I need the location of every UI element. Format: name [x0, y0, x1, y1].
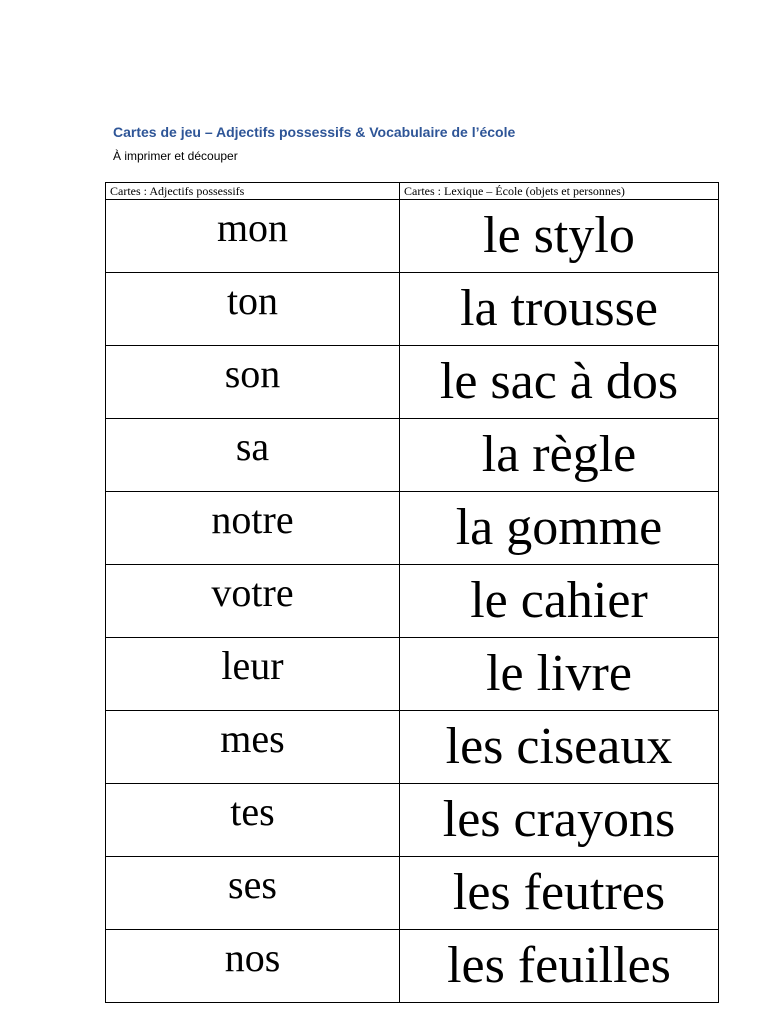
noun-card: le sac à dos [400, 346, 719, 419]
noun-card: la trousse [400, 273, 719, 346]
adjective-card: mes [106, 711, 400, 784]
table-row [106, 857, 719, 930]
table-row [106, 930, 719, 1003]
noun-card: les crayons [400, 784, 719, 857]
adjective-card: leur [106, 638, 400, 711]
table-row [106, 273, 719, 346]
adjective-card: votre [106, 565, 400, 638]
table-row [106, 200, 719, 273]
adjective-card: son [106, 346, 400, 419]
table-row [106, 419, 719, 492]
header-row [106, 183, 719, 200]
document-title: Cartes de jeu – Adjectifs possessifs & Vocabulaire de l’école [113, 124, 516, 140]
noun-card: le cahier [400, 565, 719, 638]
adjective-card: ton [106, 273, 400, 346]
column-header-adjectives: Cartes : Adjectifs possessifs [106, 183, 400, 200]
noun-card: les ciseaux [400, 711, 719, 784]
noun-card: la règle [400, 419, 719, 492]
noun-card: la gomme [400, 492, 719, 565]
noun-card: les feutres [400, 857, 719, 930]
column-header-lexicon: Cartes : Lexique – École (objets et personnes) [400, 183, 719, 200]
noun-card: les feuilles [400, 930, 719, 1003]
cards-table [105, 182, 719, 1003]
table-row [106, 492, 719, 565]
table-row [106, 346, 719, 419]
noun-card: le stylo [400, 200, 719, 273]
table-row [106, 711, 719, 784]
document-subtitle: À imprimer et découper [113, 149, 238, 163]
adjective-card: sa [106, 419, 400, 492]
table-row [106, 565, 719, 638]
noun-card: le livre [400, 638, 719, 711]
adjective-card: mon [106, 200, 400, 273]
adjective-card: notre [106, 492, 400, 565]
table-row [106, 784, 719, 857]
adjective-card: nos [106, 930, 400, 1003]
table-row [106, 638, 719, 711]
adjective-card: ses [106, 857, 400, 930]
adjective-card: tes [106, 784, 400, 857]
